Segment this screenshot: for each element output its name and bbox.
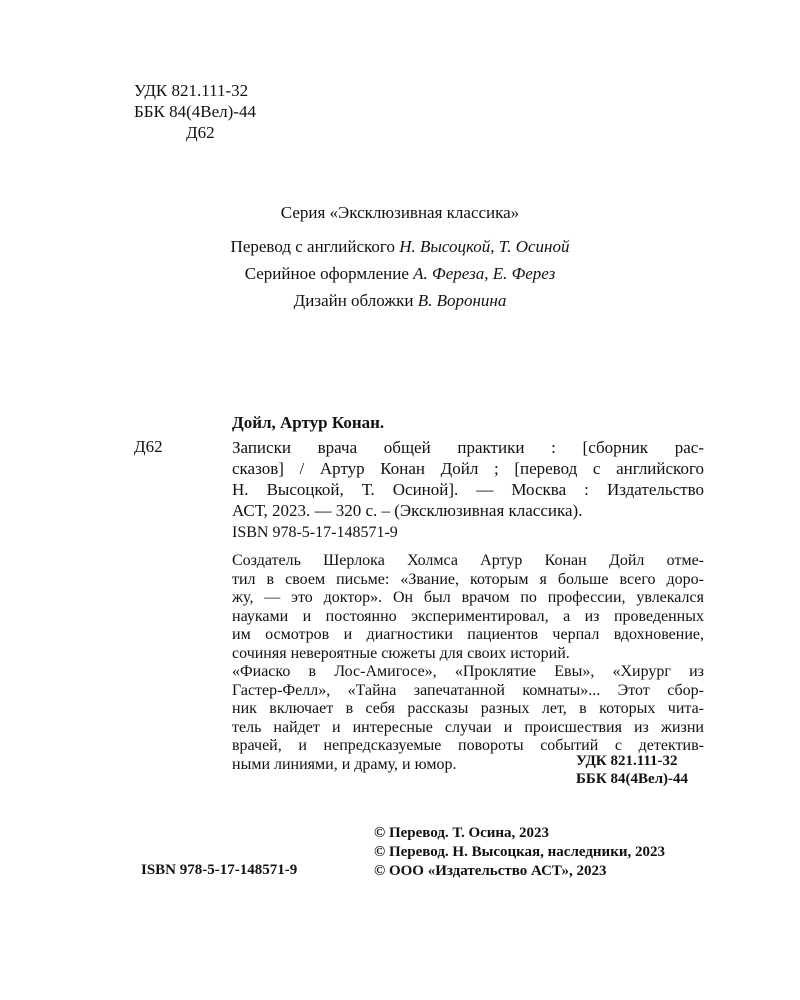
bibliographic-description bbox=[232, 437, 704, 521]
udk-code: УДК 821.111-32 bbox=[134, 81, 249, 100]
footer-codes bbox=[576, 752, 688, 788]
cover-designer-name: В. Воронина bbox=[417, 291, 507, 310]
annotation-line: ник включает в себя рассказы разных лет, в которых чита- bbox=[232, 700, 704, 717]
translation-label: Перевод с английского bbox=[230, 237, 400, 256]
footer-udk: УДК 821.111-32 bbox=[576, 753, 678, 769]
annotation-line: «Фиаско в Лос-Амигосе», «Проклятие Евы», «Хирург из bbox=[232, 663, 704, 680]
annotation bbox=[232, 552, 704, 774]
biblio-line: Записки врача общей практики : [сборник рас- bbox=[232, 438, 704, 457]
annotation-line: сочиняя невероятные сюжеты для своих историй. bbox=[232, 644, 570, 662]
footer-bbk: ББК 84(4Вел)-44 bbox=[576, 771, 689, 787]
cover-credit bbox=[0, 291, 800, 311]
annotation-line: ными линиями, и драму, и юмор. bbox=[232, 755, 457, 773]
annotation-line: Создатель Шерлока Холмса Артур Конан Дойл отме- bbox=[232, 552, 704, 569]
footer-isbn: ISBN 978-5-17-148571-9 bbox=[141, 862, 298, 878]
translation-credit bbox=[0, 237, 800, 257]
biblio-line: сказов] / Артур Конан Дойл ; [перевод с английского bbox=[232, 459, 704, 478]
copyright-line: © ООО «Издательство АСТ», 2023 bbox=[374, 863, 607, 879]
copyright-block bbox=[374, 824, 665, 881]
annotation-line: тель найдет и интересные случаи и происшествия из жизни bbox=[232, 718, 704, 736]
annotation-line: науками и постоянно экспериментировал, а из проведенных bbox=[232, 607, 704, 625]
copyright-line: © Перевод. Т. Осина, 2023 bbox=[374, 825, 550, 841]
annotation-line: тил в своем письме: «Звание, которым я больше всего доро- bbox=[232, 570, 704, 588]
author-code: Д62 bbox=[186, 123, 215, 142]
catalog-isbn: ISBN 978-5-17-148571-9 bbox=[232, 524, 398, 541]
bbk-code: ББК 84(4Вел)-44 bbox=[134, 102, 256, 121]
annotation-line: жу, — это доктор». Он был врачом по профессии, увлекался bbox=[232, 589, 704, 606]
biblio-line: АСТ, 2023. — 320 с. – (Эксклюзивная классика). bbox=[232, 501, 583, 520]
series-line: Серия «Эксклюзивная классика» bbox=[280, 203, 520, 222]
annotation-line: врачей, и непредсказуемые повороты событий с детектив- bbox=[232, 737, 704, 754]
biblio-line: Н. Высоцкой, Т. Осиной]. — Москва : Издательство bbox=[232, 480, 704, 499]
designer-names: А. Фереза, Е. Ферез bbox=[413, 264, 556, 283]
design-credit bbox=[0, 264, 800, 284]
classification-codes bbox=[134, 80, 256, 143]
design-label: Серийное оформление bbox=[244, 264, 414, 283]
translator-names: Н. Высоцкой, Т. Осиной bbox=[399, 237, 570, 256]
catalog-code: Д62 bbox=[134, 437, 163, 456]
annotation-line: Гастер-Фелл», «Тайна запечатанной комнаты»... Этот сбор- bbox=[232, 681, 704, 699]
cover-label: Дизайн обложки bbox=[293, 291, 418, 310]
annotation-line: им осмотров и диагностики пациентов черпал вдохновение, bbox=[232, 626, 704, 643]
copyright-line: © Перевод. Н. Высоцкая, наследники, 2023 bbox=[374, 844, 665, 860]
catalog-author: Дойл, Артур Конан. bbox=[232, 413, 385, 432]
